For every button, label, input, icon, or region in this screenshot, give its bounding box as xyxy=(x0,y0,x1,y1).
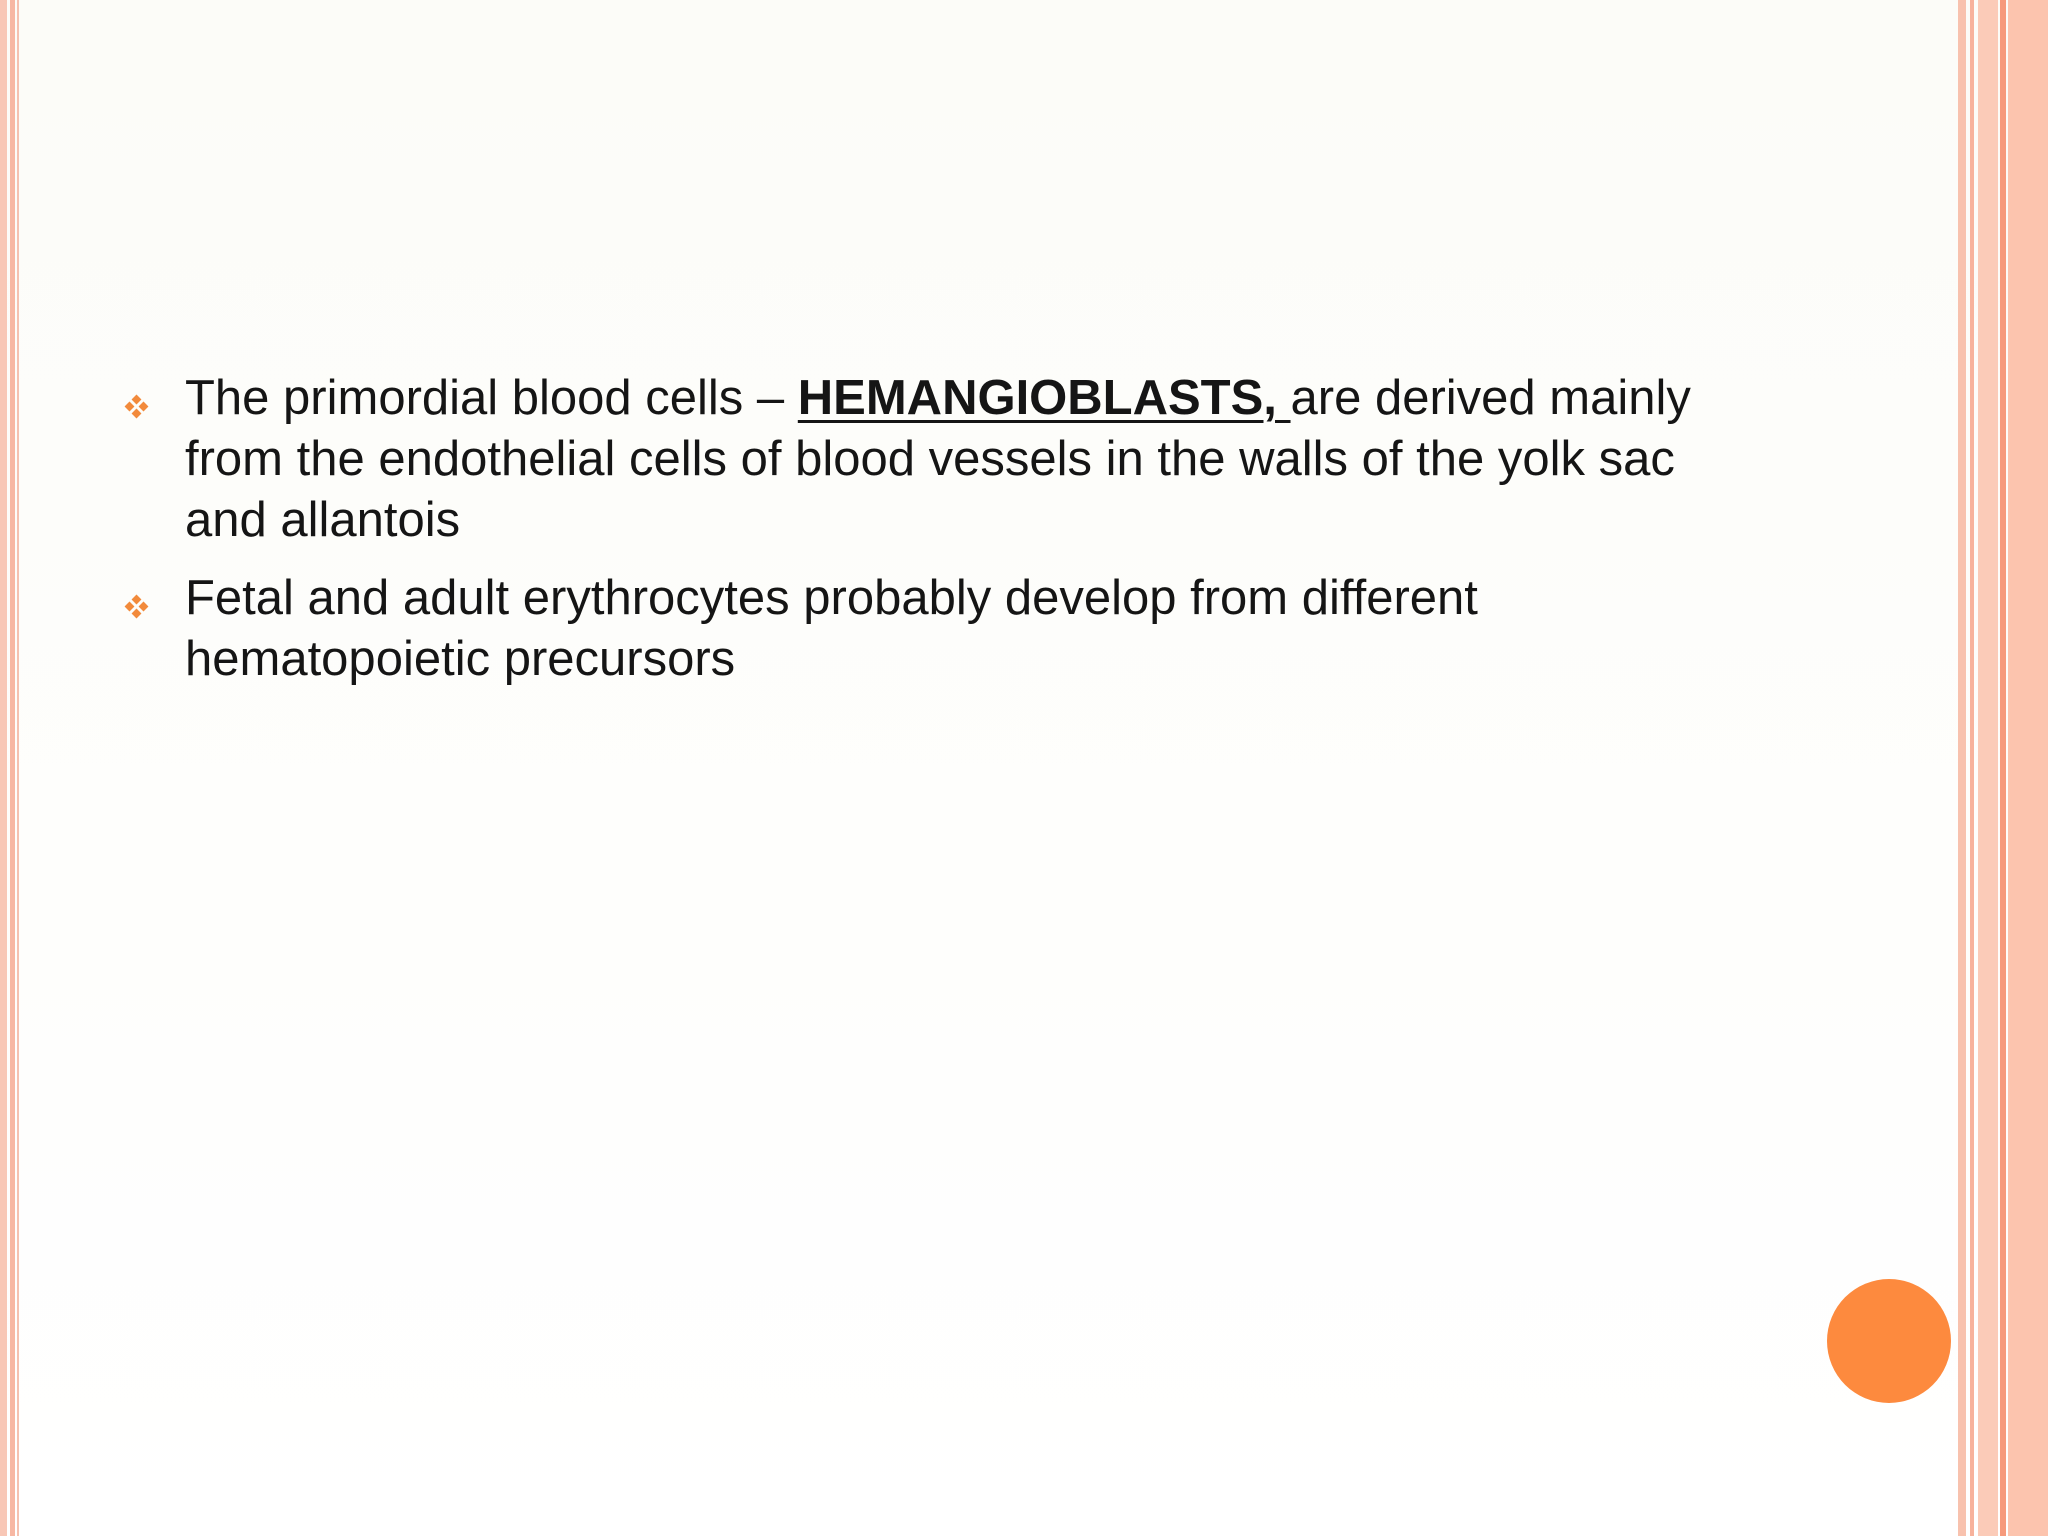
right-border-stripe xyxy=(1970,0,1974,1536)
emphasis-term: HEMANGIOBLASTS, xyxy=(797,371,1291,425)
left-border-stripe xyxy=(17,0,19,1536)
four-diamond-bullet-icon xyxy=(126,596,148,618)
right-border-stripe xyxy=(2000,0,2006,1536)
bullet-list xyxy=(126,368,1726,707)
right-border-stripe xyxy=(1978,0,1998,1536)
bullet-text: Fetal and adult erythrocytes probably develop from different hematopoietic precursors xyxy=(185,571,1478,686)
bullet-text: The primordial blood cells – xyxy=(185,371,798,425)
bullet-text-continued: are derived mainly from the endothelial cells of blood vessels in the walls of the yolk sac and allantois xyxy=(185,371,1691,547)
bullet-item-hemangioblasts xyxy=(126,368,1726,551)
bullet-item-erythrocytes xyxy=(126,568,1726,690)
left-border-stripe xyxy=(0,0,7,1536)
left-border-stripe xyxy=(10,0,15,1536)
right-border-stripe xyxy=(2008,0,2048,1536)
four-diamond-bullet-icon xyxy=(126,396,148,418)
right-border-stripe xyxy=(1958,0,1966,1536)
orange-circle-decoration xyxy=(1827,1279,1951,1403)
